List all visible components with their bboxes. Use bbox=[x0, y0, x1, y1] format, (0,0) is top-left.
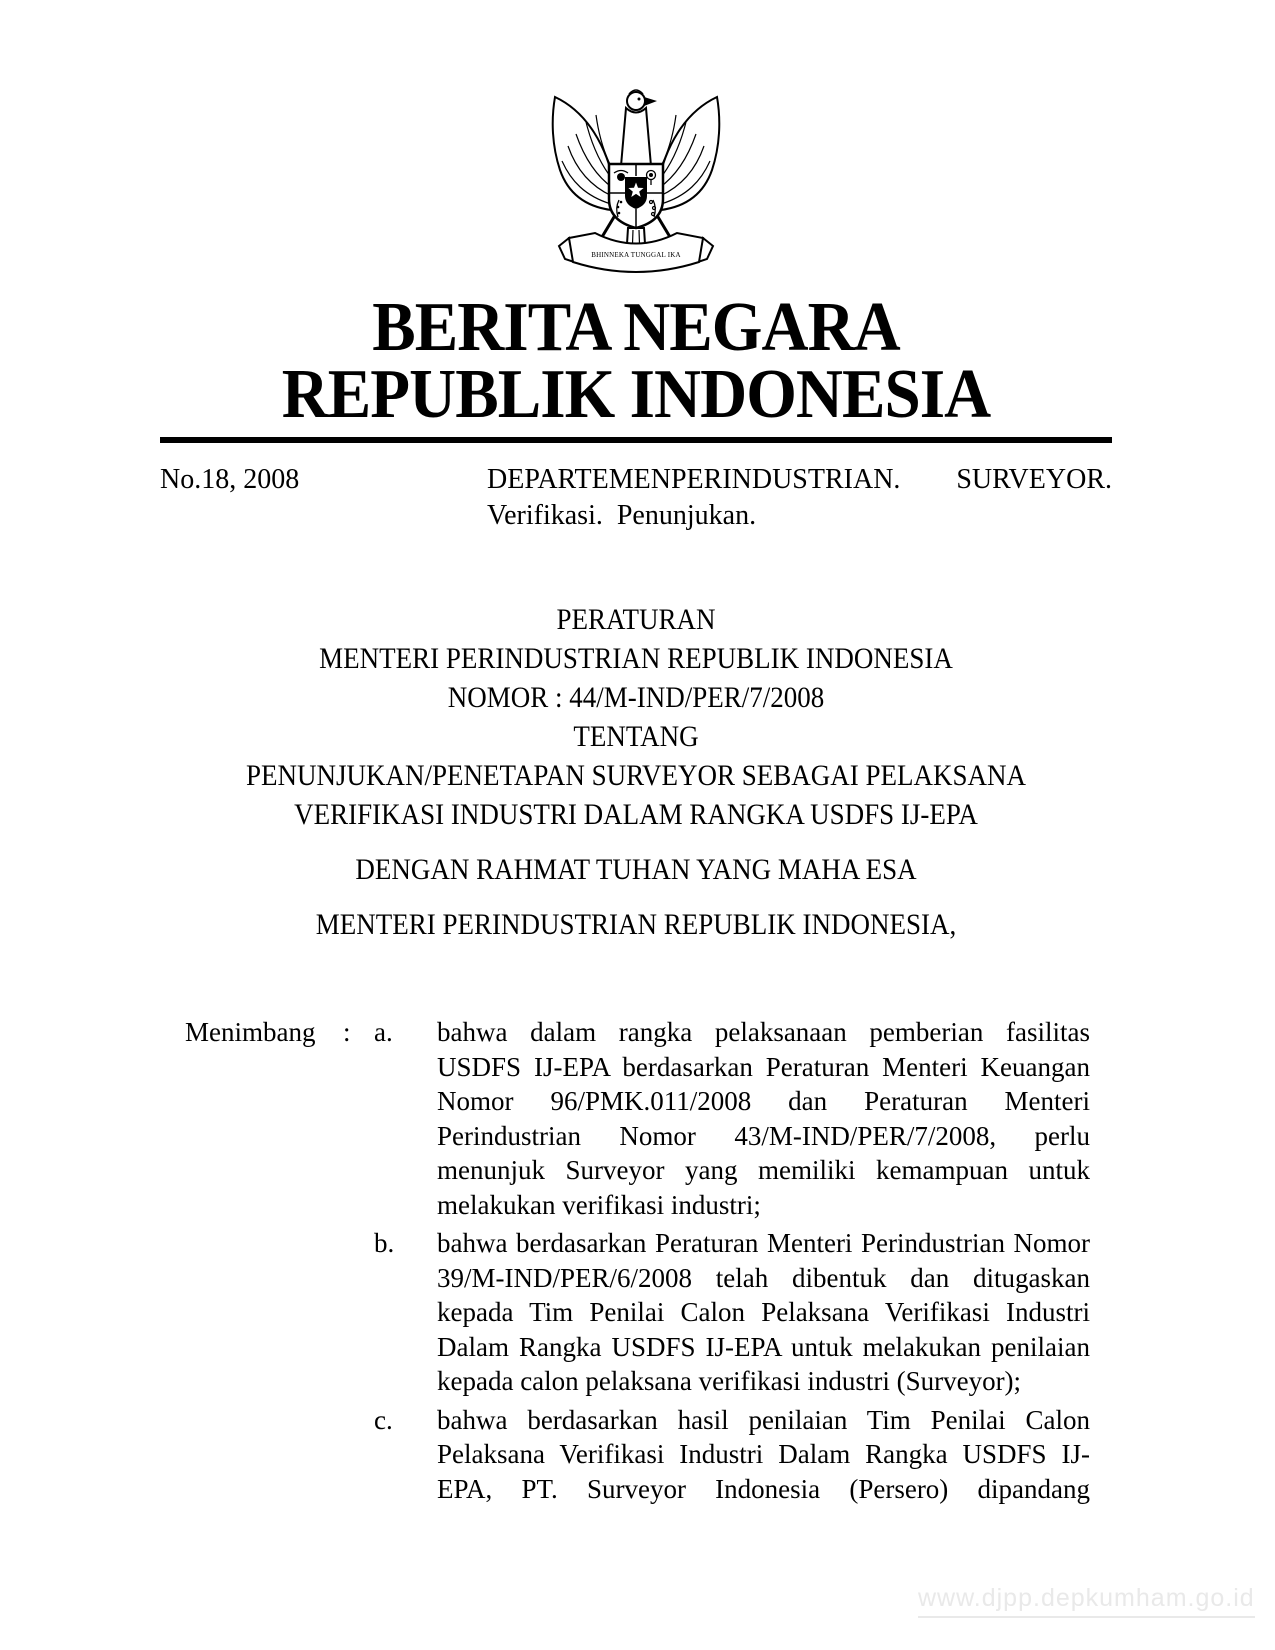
item-marker: b. bbox=[374, 1228, 395, 1258]
item-text: bahwa berdasarkan hasil penilaian Tim Penilai Calon Pelaksana Verifikasi Industri Dalam Rangka USDFS IJ-EPA, PT. Surveyor Indonesia (Persero) dipandang bbox=[437, 1404, 1090, 1504]
considering-colon: : bbox=[343, 1017, 351, 1047]
masthead-divider bbox=[160, 437, 1112, 443]
heading-line-subject1: PENUNJUKAN/PENETAPAN SURVEYOR SEBAGAI PELAKSANA bbox=[245, 759, 1026, 792]
authority-line: MENTERI PERINDUSTRIAN REPUBLIK INDONESIA, bbox=[315, 908, 957, 941]
heading-line-minister: MENTERI PERINDUSTRIAN REPUBLIK INDONESIA bbox=[319, 642, 953, 675]
left-wing-icon bbox=[553, 97, 615, 210]
gazette-title-line1: BERITA NEGARA bbox=[372, 289, 900, 366]
garuda-body bbox=[621, 108, 651, 166]
item-marker: a. bbox=[374, 1017, 393, 1047]
invocation-line: DENGAN RAHMAT TUHAN YANG MAHA ESA bbox=[355, 853, 917, 886]
considering-item-c bbox=[185, 1403, 1090, 1507]
pancasila-shield bbox=[609, 164, 663, 228]
considering-item-a bbox=[185, 1015, 1090, 1222]
emblem-motto: BHINNEKA TUNGGAL IKA bbox=[591, 251, 681, 259]
garuda-pancasila-emblem bbox=[549, 84, 723, 282]
heading-line-subject2: VERIFIKASI INDUSTRI DALAM RANGKA USDFS IJ-EPA bbox=[294, 798, 978, 831]
subject-line1: DEPARTEMENPERINDUSTRIAN. SURVEYOR. bbox=[487, 464, 1112, 495]
heading-line-tentang: TENTANG bbox=[573, 720, 699, 753]
heading-line-number: NOMOR : 44/M-IND/PER/7/2008 bbox=[447, 681, 825, 714]
heading-line-peraturan: PERATURAN bbox=[556, 603, 716, 636]
item-text: bahwa dalam rangka pelaksanaan pemberian fasilitas USDFS IJ-EPA berdasarkan Peraturan Menteri Keuangan Nomor 96/PMK.011/2008 dan Peraturan Menteri Perindustrian Nomor 43/M-IND/PER/7/2008, perlu menunjuk Surveyor yang memiliki kemampuan untuk melakukan verifikasi industri; bbox=[437, 1017, 1090, 1220]
gazette-title-line2: REPUBLIK INDONESIA bbox=[281, 356, 991, 433]
issue-number: No.18, 2008 bbox=[160, 464, 300, 495]
right-wing-icon bbox=[657, 97, 719, 210]
item-text: bahwa berdasarkan Peraturan Menteri Perindustrian Nomor 39/M-IND/PER/6/2008 telah dibentuk dan ditugaskan kepada Tim Penilai Calon Pelaksana Verifikasi Industri Dalam Rangka USDFS IJ-EPA untuk melakukan penilaian kepada calon pelaksana verifikasi industri (Surveyor); bbox=[437, 1228, 1090, 1396]
item-marker: c. bbox=[374, 1404, 393, 1435]
considering-label: Menimbang bbox=[185, 1017, 316, 1047]
subject-line2: Verifikasi. Penunjukan. bbox=[487, 500, 757, 531]
watermark: www.djpp.depkumham.go.id bbox=[918, 1584, 1255, 1618]
garuda-head bbox=[627, 92, 645, 110]
regulation-heading bbox=[208, 600, 1065, 834]
considering-section bbox=[185, 1015, 1090, 1510]
subject-block bbox=[487, 462, 1112, 534]
garuda-beak bbox=[644, 97, 657, 106]
gazette-title bbox=[193, 289, 1078, 433]
considering-item-b bbox=[185, 1226, 1090, 1399]
